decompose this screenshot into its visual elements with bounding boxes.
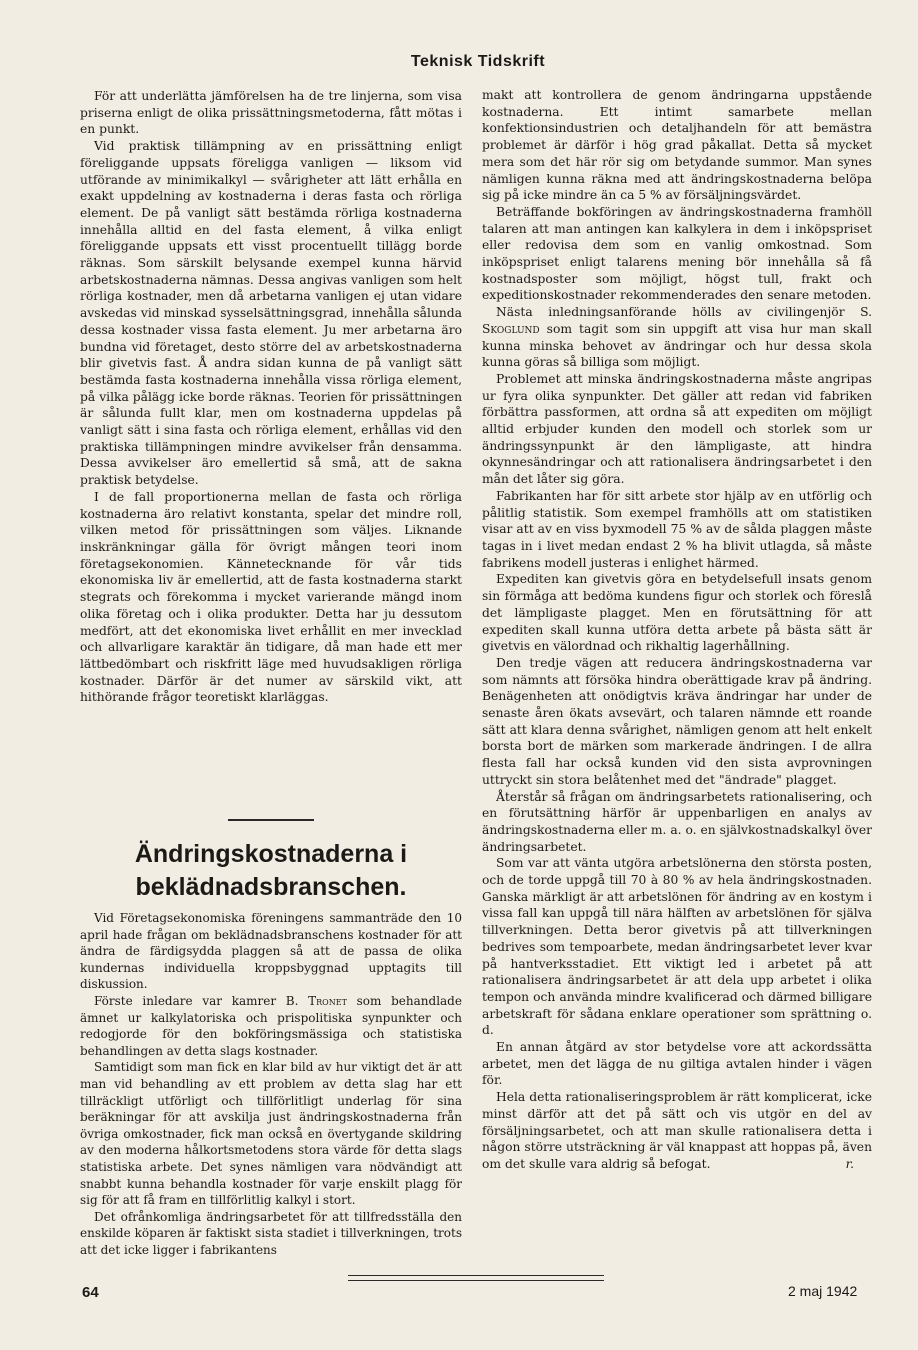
article-title: Ändringskostnaderna i beklädnadsbranschen. bbox=[134, 840, 408, 901]
text: Nästa inledningsanförande hölls av civilingenjör S. bbox=[496, 305, 872, 320]
paragraph: För att underlätta jämförelsen ha de tre linjerna, som visa priserna enligt de olika prissättningsmetoderna, fått mötas i en punkt. bbox=[80, 89, 462, 137]
paragraph-first-speaker bbox=[80, 993, 462, 1059]
paragraph: Beträffande bokföringen av ändringskostnaderna framhöll talaren att man antingen kan kalkylera in dem i inköpspriset eller redovisa dem som en vanlig omkostnad. Som inköpspriset enligt talarens mening bör innehålla så få kostnadsposter som möjligt, högst tull, frakt och expeditionskostnader rekommenderades den senare metoden. bbox=[482, 204, 872, 303]
paragraph: Vid praktisk tillämpning av en prissättning enligt föreliggande uppsats föreligga vanligen — liksom vid utförande av minimikalkyl — svårigheter att lätt erhålla en exakt uppdelning av kostnaderna i deras fasta och rörliga element. De på vanligt sätt bestämda rörliga kostnaderna innehålla alltid en del fasta element, å vilka enligt föreliggande uppsats ett visst procentuellt tillägg borde räknas. Som särskilt belysande exempel kunna härvid arbetskostnaderna nämnas. Dessa angivas vanligen som helt rörliga kostnader, men då arbetarna vanligen ej utan vidare avskedas vid minskad sysselsättningsgrad, innehålla sålunda dessa kostnader vissa fasta element. Ju mer arbetarna äro bundna vid företaget, desto större del av arbetskostnaderna blir givetvis fast. Å andra sidan kunna de på vanligt sätt bestämda fasta kostnaderna innehålla vissa rörliga element, på vilka pålägg icke borde räknas. Teorien för prissättningen är sålunda fullt klar, men om kostnaderna uppdelas på vanligt sätt i sina fasta och rörliga element, erhållas vid den praktiska tillämpningen mindre avvikelser från densamma. Dessa avvikelser äro emellertid så små, att de sakna praktisk betydelse. bbox=[80, 139, 462, 488]
paragraph-continued: makt att kontrollera de genom ändringarna uppstående kostnaderna. Ett intimt samarbete mellan konfektionsindustrien och detaljhandeln för att bemästra problemet är därför i hög grad påkallat. Detta så mycket mera som det här rör sig om betydande summor. Man synes nämligen kunna räkna med att ändringskostnaderna belöpa sig på icke mindre än ca 5 % av försäljningsvärdet. bbox=[482, 88, 872, 203]
text: Förste inledare var kamrer B. bbox=[94, 993, 299, 1008]
signature: r. bbox=[845, 1157, 854, 1171]
article-body-left bbox=[80, 910, 462, 1258]
page-number: 64 bbox=[82, 1284, 99, 1301]
paragraph-closing bbox=[482, 1089, 872, 1173]
left-column bbox=[80, 88, 462, 706]
paragraph: Återstår så frågan om ändringsarbetets rationalisering, och en förutsättning härför är uppenbarligen en analys av ändringskostnaderna eller m. a. o. en självkostnadskalkyl över ändringsarbetet. bbox=[482, 789, 872, 854]
paragraph: Fabrikanten har för sitt arbete stor hjälp av en utförlig och pålitlig statistik. Som exempel framhölls att om statistiken visar att av en viss byxmodell 75 % av de sålda plaggen måste tagas in i livet medan endast 2 % ha blivit utlagda, så måste fabrikens modell justeras i enlighet härmed. bbox=[482, 488, 872, 570]
text: som behandlade ämnet ur kalkylatoriska och prispolitiska synpunkter och redogjorde för den bokföringsmässiga och statistiska behandlingen av detta slags kostnader. bbox=[80, 993, 462, 1058]
paragraph: Expediten kan givetvis göra en betydelsefull insats genom sin förmåga att bedöma kundens figur och storlek och föreslå det lämpligaste plagget. Men en förutsättning för att expediten skall kunna utföra detta arbete på bästa sätt är givetvis en välordnad och rikhaltig lagerhållning. bbox=[482, 572, 872, 654]
paragraph: Det ofrånkomliga ändringsarbetet för att tillfredsställa den enskilde köparen är faktiskt sista stadiet i tillverkningen, trots att det icke ligger i fabrikantens bbox=[80, 1209, 462, 1257]
running-head: Teknisk Tidskrift bbox=[410, 53, 546, 70]
paragraph-second-speaker bbox=[482, 304, 872, 371]
issue-date: 2 maj 1942 bbox=[788, 1283, 858, 1299]
paragraph: I de fall proportionerna mellan de fasta och rörliga kostnaderna äro relativt konstanta, spelar det mindre roll, vilken metod för prissättningen som väljes. Liknande inskränkningar gälla för övrigt mången teori inom företagsekonomien. Kännetecknande för vår tids ekonomiska liv är emellertid, att de fasta kostnaderna starkt stegrats och förekomma i mycket varierande mängd inom olika företag och i olika produkter. Detta har ju dessutom medfört, att det ekonomiska livet erhållit en mer invecklad och allvarligare karaktär än tidigare, då man hade ett mer lättbedömbart och riskfritt läge med huvudsakligen rörliga kostnader. Därför är det numer av särskild vikt, att hithörande frågor teoretiskt klarläggas. bbox=[80, 489, 462, 705]
right-column bbox=[482, 87, 872, 1173]
section-divider bbox=[228, 819, 314, 821]
speaker-name: Tronet bbox=[308, 993, 347, 1008]
paragraph: Vid Företagsekonomiska föreningens sammanträde den 10 april hade frågan om beklädnadsbranschens kostnader för att ändra de färdigsydda plaggen så att de passa de olika kundernas individuella kroppsbyggnad upptagits till diskussion. bbox=[80, 911, 462, 992]
paragraph: Problemet att minska ändringskostnaderna måste angripas ur fyra olika synpunkter. Det gäller att redan vid fabriken förbättra passformen, att ordna så att expediten om möjligt alltid erbjuder kunden den modell och storlek som ur ändringssynpunkt är den lämpligaste, att hindra okynnesändringar och att rationalisera ändringsarbetet i den mån det låter sig göra. bbox=[482, 371, 872, 487]
paragraph: En annan åtgärd av stor betydelse vore att ackordssätta arbetet, men det lägga de nu giltiga avtalen hinder i vägen för. bbox=[482, 1040, 872, 1088]
footer-rule bbox=[348, 1275, 604, 1281]
text: Hela detta rationaliseringsproblem är rätt komplicerat, icke minst därför att det på sätt och vis utgör en del av försäljningsarbetet, och att man skulle rationalisera detta i någon större utsträckning är väl knappast att hoppas på, även om det skulle vara aldrig så befogat. bbox=[482, 1090, 872, 1171]
paragraph: Den tredje vägen att reducera ändringskostnaderna var som nämnts att försöka hindra oberättigade krav på ändring. Benägenheten att onödigtvis kräva ändringar har under de senaste åren ökats avsevärt, och talaren nämnde ett roande sätt att klara denna svårighet, nämligen genom att helt enkelt borsta bort de märken som markerade ändringen. I de allra flesta fall har också kunden vid den sista avprovningen uttryckt sin stora belåtenhet med det "ändrade" plagget. bbox=[482, 655, 872, 787]
paragraph: Samtidigt som man fick en klar bild av hur viktigt det är att man vid behandling av ett problem av detta slag har ett tillräckligt utförligt och tillförlitligt underlag för sina beräkningar för att avskilja just ändringskostnaderna från övriga omkostnader, fick man också en övertygande skildring av den moderna hålkortsmetodens stora värde för detta slags statistiska arbete. Det synes nämligen vara nödvändigt att snabbt kunna behandla kostnader för varje enskilt plagg för sig för att få fram en tillförlitlig kalkyl i stort. bbox=[80, 1060, 462, 1208]
text: som tagit som sin uppgift att visa hur man skall kunna minska behovet av ändringar och hur dessa skola kunna göras så billiga som möjligt. bbox=[482, 321, 872, 370]
paragraph: Som var att vänta utgöra arbetslönerna den största posten, och de torde uppgå till 70 à 80 % av hela ändringskostnaden. Ganska märkligt är att arbetslönen för ändring av en kostym i vissa fall kan uppgå till nära hälften av arbetslönen för själva tillverkningen. Detta beror givetvis på att tillverkningen bedrives som tempoarbete, medan ändringsarbetet lever kvar på hantverksstadiet. Ett viktigt led i arbetet på att rationalisera ändringsarbetet är att dela upp arbetet i olika tempon och använda mindre kvalificerad och därmed billigare arbetskraft för sådana enklare operationer som sprättning o. d. bbox=[482, 856, 872, 1038]
speaker-name: Skoglund bbox=[482, 321, 540, 336]
